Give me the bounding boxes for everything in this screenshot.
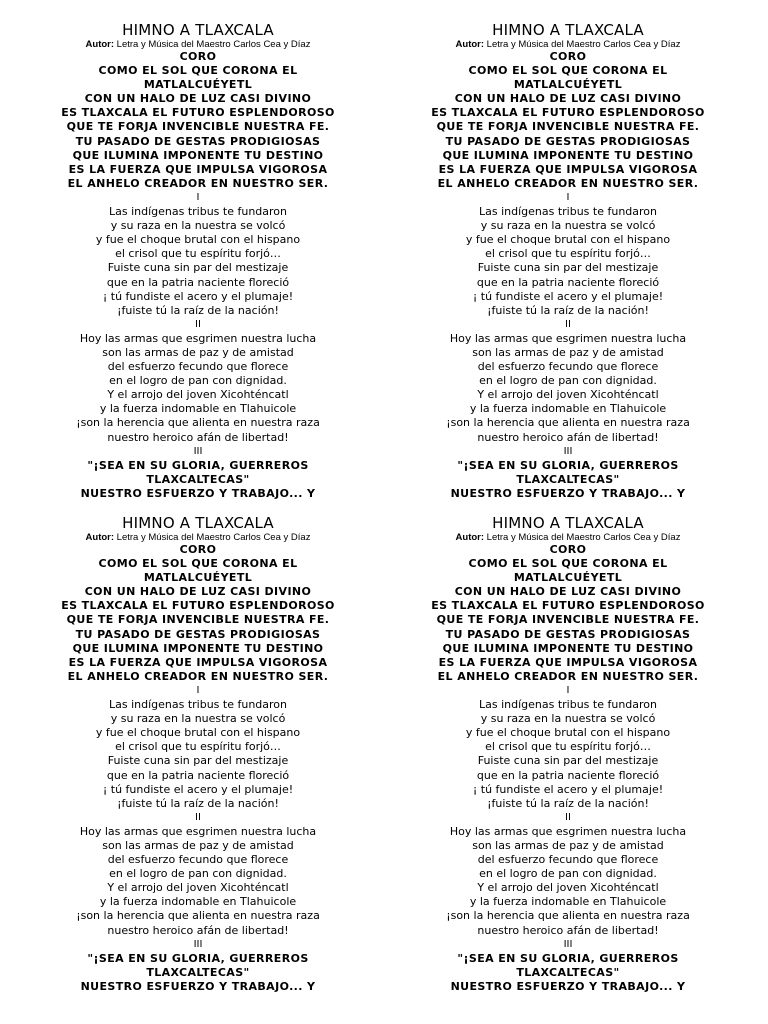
stanza-line: TLAXCALTECAS" [516, 472, 620, 486]
stanza-line: "¡SEA EN SU GLORIA, GUERREROS [87, 458, 309, 472]
stanza-line: ¡ tú fundiste el acero y el plumaje! [102, 782, 294, 796]
author-text: Letra y Música del Maestro Carlos Cea y Díaz [116, 532, 311, 543]
chorus-line: EL ANHELO CREADOR EN NUESTRO SER. [67, 669, 329, 683]
chorus-line: QUE ILUMINA IMPONENTE TU DESTINO [442, 641, 694, 655]
stanza-line: son las armas de paz y de amistad [102, 838, 294, 852]
stanza-number: III [193, 445, 203, 457]
chorus-line: TU PASADO DE GESTAS PRODIGIOSAS [75, 627, 321, 641]
stanza-line: Fuiste cuna sin par del mestizaje [477, 261, 659, 275]
stanza-line: y la fuerza indomable en Tlahuicole [469, 895, 667, 909]
chorus-line: ES TLAXCALA EL FUTURO ESPLENDOROSO [431, 106, 705, 120]
stanza-line: TLAXCALTECAS" [516, 965, 620, 979]
stanza-number: II [195, 811, 201, 823]
stanza-line: nuestro heroico afán de libertad! [107, 923, 289, 937]
stanza-line: Las indígenas tribus te fundaron [108, 205, 288, 219]
stanza-line: "¡SEA EN SU GLORIA, GUERREROS [457, 951, 679, 965]
stanza-line: ¡fuiste tú la raíz de la nación! [487, 796, 649, 810]
stanza-line: ¡ tú fundiste el acero y el plumaje! [472, 289, 664, 303]
stanza-line: Y el arrojo del joven Xicohténcatl [477, 388, 659, 402]
stanza-line: "¡SEA EN SU GLORIA, GUERREROS [457, 458, 679, 472]
stanza-line: y su raza en la nuestra se volcó [110, 712, 286, 726]
stanza-line: nuestro heroico afán de libertad! [477, 430, 659, 444]
chorus-line: QUE ILUMINA IMPONENTE TU DESTINO [442, 148, 694, 162]
stanza-line: y su raza en la nuestra se volcó [480, 219, 656, 233]
stanza-line: Las indígenas tribus te fundaron [108, 698, 288, 712]
stanza-line: en el logro de pan con dignidad. [479, 374, 657, 388]
stanza-line: NUESTRO ESFUERZO Y TRABAJO... Y [450, 979, 686, 993]
stanza-number: III [193, 938, 203, 950]
chorus-line: COMO EL SOL QUE CORONA EL [98, 64, 298, 78]
anthem-copy [13, 514, 383, 1000]
chorus-line: ES LA FUERZA QUE IMPULSA VIGOROSA [68, 655, 328, 669]
anthem-title: HIMNO A TLAXCALA [492, 21, 644, 39]
author-text: Letra y Música del Maestro Carlos Cea y Díaz [486, 532, 681, 543]
chorus-line: ES TLAXCALA EL FUTURO ESPLENDOROSO [431, 599, 705, 613]
chorus-heading: CORO [179, 50, 217, 63]
stanza-line: Y el arrojo del joven Xicohténcatl [107, 388, 289, 402]
author-text: Letra y Música del Maestro Carlos Cea y Díaz [116, 39, 311, 50]
stanza-line: Y el arrojo del joven Xicohténcatl [107, 881, 289, 895]
stanza-line: NUESTRO ESFUERZO Y TRABAJO... Y [80, 979, 316, 993]
stanza-line: en el logro de pan con dignidad. [109, 374, 287, 388]
stanza-line: que en la patria naciente floreció [106, 275, 290, 289]
stanza-line: Las indígenas tribus te fundaron [478, 698, 658, 712]
stanza-line: y su raza en la nuestra se volcó [480, 712, 656, 726]
chorus-line: COMO EL SOL QUE CORONA EL [98, 557, 298, 571]
author-credit [383, 532, 753, 543]
chorus-line: ES TLAXCALA EL FUTURO ESPLENDOROSO [61, 599, 335, 613]
stanza-line: ¡ tú fundiste el acero y el plumaje! [102, 289, 294, 303]
stanza-line: "¡SEA EN SU GLORIA, GUERREROS [87, 951, 309, 965]
stanza-line: del esfuerzo fecundo que florece [477, 853, 659, 867]
chorus-line: COMO EL SOL QUE CORONA EL [468, 557, 668, 571]
chorus-line: QUE TE FORJA INVENCIBLE NUESTRA FE. [66, 120, 330, 134]
chorus-line: EL ANHELO CREADOR EN NUESTRO SER. [437, 176, 699, 190]
stanza-number: II [565, 318, 571, 330]
chorus-line: TU PASADO DE GESTAS PRODIGIOSAS [75, 134, 321, 148]
author-label: Autor: [455, 39, 485, 50]
stanza-line: y fue el choque brutal con el hispano [465, 726, 671, 740]
stanza-line: NUESTRO ESFUERZO Y TRABAJO... Y [80, 486, 316, 500]
anthem-copy [383, 21, 753, 511]
chorus-line: CON UN HALO DE LUZ CASI DIVINO [84, 585, 312, 599]
stanza-line: que en la patria naciente floreció [476, 768, 660, 782]
stanza-line: y la fuerza indomable en Tlahuicole [469, 402, 667, 416]
chorus-line: MATLALCUÉYETL [513, 571, 623, 585]
stanza-line: el crisol que tu espíritu forjó… [115, 740, 281, 754]
stanza-line: y la fuerza indomable en Tlahuicole [99, 402, 297, 416]
stanza-line: del esfuerzo fecundo que florece [107, 360, 289, 374]
chorus-heading: CORO [179, 543, 217, 556]
stanza-line: son las armas de paz y de amistad [472, 345, 664, 359]
author-text: Letra y Música del Maestro Carlos Cea y Díaz [486, 39, 681, 50]
stanza-line: ¡fuiste tú la raíz de la nación! [117, 303, 279, 317]
stanza-line: NUESTRO ESFUERZO Y TRABAJO... Y [450, 486, 686, 500]
stanza-line: son las armas de paz y de amistad [472, 838, 664, 852]
stanza-number: I [196, 684, 200, 696]
chorus-line: QUE TE FORJA INVENCIBLE NUESTRA FE. [436, 120, 700, 134]
chorus-line: QUE TE FORJA INVENCIBLE NUESTRA FE. [66, 613, 330, 627]
stanza-line: en el logro de pan con dignidad. [109, 867, 287, 881]
chorus-line: QUE ILUMINA IMPONENTE TU DESTINO [72, 641, 324, 655]
stanza-line: y la fuerza indomable en Tlahuicole [99, 895, 297, 909]
anthem-copy [13, 21, 383, 511]
stanza-line: TLAXCALTECAS" [146, 472, 250, 486]
stanza-line: ¡son la herencia que alienta en nuestra raza [76, 909, 320, 923]
chorus-line: ES LA FUERZA QUE IMPULSA VIGOROSA [438, 162, 698, 176]
author-credit [13, 532, 383, 543]
stanza-line: ¡son la herencia que alienta en nuestra raza [76, 416, 320, 430]
stanza-line: Fuiste cuna sin par del mestizaje [477, 754, 659, 768]
chorus-line: CON UN HALO DE LUZ CASI DIVINO [84, 92, 312, 106]
stanza-line: ¡fuiste tú la raíz de la nación! [487, 303, 649, 317]
stanza-line: y fue el choque brutal con el hispano [95, 233, 301, 247]
stanza-number: I [566, 684, 570, 696]
chorus-line: EL ANHELO CREADOR EN NUESTRO SER. [67, 176, 329, 190]
chorus-line: MATLALCUÉYETL [513, 78, 623, 92]
stanza-line: y fue el choque brutal con el hispano [465, 233, 671, 247]
author-label: Autor: [455, 532, 485, 543]
author-credit [383, 39, 753, 50]
anthem-title: HIMNO A TLAXCALA [492, 514, 644, 532]
anthem-title: HIMNO A TLAXCALA [122, 21, 274, 39]
chorus-line: CON UN HALO DE LUZ CASI DIVINO [454, 585, 682, 599]
stanza-line: Hoy las armas que esgrimen nuestra lucha [79, 331, 317, 345]
stanza-line: que en la patria naciente floreció [106, 768, 290, 782]
stanza-line: Hoy las armas que esgrimen nuestra lucha [79, 824, 317, 838]
anthem-title: HIMNO A TLAXCALA [122, 514, 274, 532]
stanza-number: II [565, 811, 571, 823]
chorus-line: MATLALCUÉYETL [143, 571, 253, 585]
author-label: Autor: [85, 39, 115, 50]
stanza-line: ¡fuiste tú la raíz de la nación! [117, 796, 279, 810]
chorus-line: QUE ILUMINA IMPONENTE TU DESTINO [72, 148, 324, 162]
stanza-line: Y el arrojo del joven Xicohténcatl [477, 881, 659, 895]
anthem-copy [383, 514, 753, 1000]
stanza-line: y su raza en la nuestra se volcó [110, 219, 286, 233]
stanza-line: Hoy las armas que esgrimen nuestra lucha [449, 331, 687, 345]
stanza-number: II [195, 318, 201, 330]
stanza-line: del esfuerzo fecundo que florece [477, 360, 659, 374]
stanza-line: ¡ tú fundiste el acero y el plumaje! [472, 782, 664, 796]
stanza-line: el crisol que tu espíritu forjó… [485, 740, 651, 754]
chorus-line: TU PASADO DE GESTAS PRODIGIOSAS [445, 134, 691, 148]
chorus-line: COMO EL SOL QUE CORONA EL [468, 64, 668, 78]
stanza-line: Las indígenas tribus te fundaron [478, 205, 658, 219]
author-credit [13, 39, 383, 50]
chorus-line: CON UN HALO DE LUZ CASI DIVINO [454, 92, 682, 106]
stanza-line: Fuiste cuna sin par del mestizaje [107, 261, 289, 275]
stanza-line: el crisol que tu espíritu forjó… [115, 247, 281, 261]
stanza-line: en el logro de pan con dignidad. [479, 867, 657, 881]
author-label: Autor: [85, 532, 115, 543]
stanza-number: III [563, 445, 573, 457]
stanza-line: nuestro heroico afán de libertad! [107, 430, 289, 444]
stanza-line: TLAXCALTECAS" [146, 965, 250, 979]
chorus-line: ES TLAXCALA EL FUTURO ESPLENDOROSO [61, 106, 335, 120]
chorus-line: ES LA FUERZA QUE IMPULSA VIGOROSA [68, 162, 328, 176]
stanza-line: el crisol que tu espíritu forjó… [485, 247, 651, 261]
stanza-line: ¡son la herencia que alienta en nuestra raza [446, 416, 690, 430]
stanza-number: I [566, 191, 570, 203]
stanza-line: son las armas de paz y de amistad [102, 345, 294, 359]
chorus-heading: CORO [549, 50, 587, 63]
chorus-line: QUE TE FORJA INVENCIBLE NUESTRA FE. [436, 613, 700, 627]
stanza-line: nuestro heroico afán de libertad! [477, 923, 659, 937]
chorus-heading: CORO [549, 543, 587, 556]
stanza-number: III [563, 938, 573, 950]
chorus-line: EL ANHELO CREADOR EN NUESTRO SER. [437, 669, 699, 683]
stanza-line: del esfuerzo fecundo que florece [107, 853, 289, 867]
chorus-line: TU PASADO DE GESTAS PRODIGIOSAS [445, 627, 691, 641]
stanza-number: I [196, 191, 200, 203]
stanza-line: ¡son la herencia que alienta en nuestra raza [446, 909, 690, 923]
stanza-line: que en la patria naciente floreció [476, 275, 660, 289]
stanza-line: y fue el choque brutal con el hispano [95, 726, 301, 740]
stanza-line: Fuiste cuna sin par del mestizaje [107, 754, 289, 768]
stanza-line: Hoy las armas que esgrimen nuestra lucha [449, 824, 687, 838]
chorus-line: MATLALCUÉYETL [143, 78, 253, 92]
chorus-line: ES LA FUERZA QUE IMPULSA VIGOROSA [438, 655, 698, 669]
